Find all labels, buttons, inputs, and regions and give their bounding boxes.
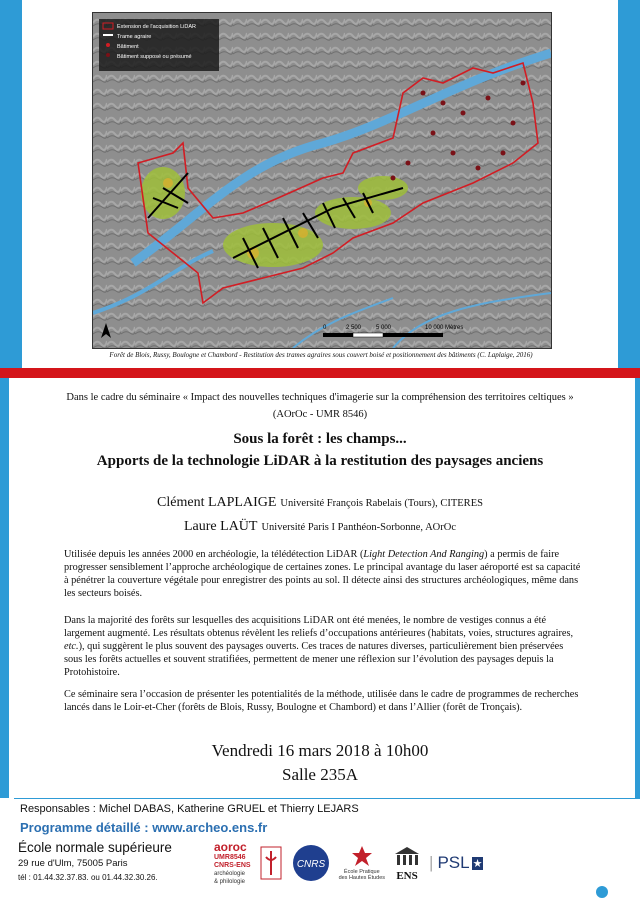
seminar-context: Dans le cadre du séminaire « Impact des nouvelles techniques d'imagerie sur la compréhension des territoires celtiques » — [66, 392, 574, 403]
seminar-lab: (AOrOc - UMR 8546) — [272, 409, 368, 420]
school-name: École normale supérieure — [18, 840, 172, 855]
paragraph-1: Utilisée depuis les années 2000 en archéologie, la télédétection LiDAR (Light Detection And Ranging) a permis de faire progresser sensiblement l’approche archéologique de certaines zones. Le principal avantage du laser aéroporté est sa capacité à pénétrer la couverture végétale pour enregistrer des points au sol. Il détecte ainsi des structures archéologiques, même dans les secteurs boisés. — [64, 549, 581, 599]
map-graphic — [93, 13, 551, 348]
school-address: 29 rue d'Ulm, 75005 Paris — [18, 858, 128, 869]
aoroc-logo: aoroc UMR8546 CNRS-ENS archéologie & philologie — [214, 839, 251, 885]
legend-text: Trame agraire — [117, 34, 152, 40]
right-blue-bar — [618, 0, 640, 368]
svg-text:10 000 Mètres: 10 000 Mètres — [425, 325, 464, 331]
author-affiliation: Université François Rabelais (Tours), CITERES — [280, 498, 483, 509]
authors — [40, 491, 600, 539]
legend-text: Extension de l'acquisition LiDAR — [117, 24, 197, 30]
ens-building-icon — [393, 845, 421, 867]
ephe-logo: École Pratique des Hautes Études — [339, 845, 385, 881]
info-icon[interactable] — [596, 886, 608, 898]
legend-text: Bâtiment — [117, 44, 139, 50]
partner-logos — [214, 839, 483, 885]
psl-star-icon: ★ — [472, 857, 483, 870]
ephe-emblem-icon — [351, 845, 373, 867]
author-affiliation: Université Paris I Panthéon-Sorbonne, AOrOc — [261, 522, 456, 533]
title-line-2: Apports de la technologie LiDAR à la restitution des paysages anciens — [96, 453, 544, 469]
svg-text:2 500: 2 500 — [346, 325, 362, 331]
svg-text:0: 0 — [323, 325, 327, 331]
footer-divider — [14, 798, 640, 799]
left-blue-bar-lower — [0, 378, 9, 798]
programme-link[interactable]: Programme détaillé : www.archeo.ens.fr — [20, 820, 268, 835]
cnrs-logo — [291, 843, 331, 883]
svg-text:CNRS: CNRS — [296, 859, 325, 870]
author-2 — [40, 515, 600, 539]
responsables: Responsables : Michel DABAS, Katherine GRUEL et Thierry LEJARS — [20, 803, 359, 815]
event-date: Vendredi 16 mars 2018 à 10h00 — [211, 741, 429, 760]
psl-logo: | PSL ★ — [429, 853, 483, 872]
red-divider-band — [0, 368, 640, 378]
school-phone: tél : 01.44.32.37.83. ou 01.44.32.30.26. — [18, 873, 158, 882]
legend-text: Bâtiment supposé ou présumé — [117, 54, 192, 60]
author-name: Laure LAÜT — [184, 519, 258, 534]
right-blue-bar-lower — [635, 378, 640, 798]
paragraph-2: Dans la majorité des forêts sur lesquelles des acquisitions LiDAR ont été menées, le nombre de vestiges connus a été largement augmenté. Les résultats obtenus révèlent les reliefs d’occupations antérieures (habitats, voies, structures agraires, etc.), qui suggèrent le plus souvent des paysages ouverts. Ces traces de natures diverses, particulièrement bien préservées sous les forêts actuelles et souvent stratifiées, permettent de mener une réflexion sur l’évolution des paysages depuis la Protohistoire. — [64, 615, 574, 678]
left-blue-bar — [0, 0, 22, 368]
author-1 — [40, 491, 600, 515]
event-room: Salle 235A — [281, 765, 359, 784]
seminar-intro — [40, 389, 600, 423]
event-info — [40, 739, 600, 787]
author-name: Clément LAPLAIGE — [157, 495, 277, 510]
map-caption: Forêt de Blois, Russy, Boulogne et Chambord - Restitution des trames agraires sous couvert boisé et positionnement des bâtiments (C. Laplaige, 2016) — [109, 351, 533, 359]
talk-title — [40, 428, 600, 472]
paragraph-3: Ce séminaire sera l’occasion de présenter les potentialités de la méthode, utilisée dans le cadre de programmes de recherches lancés dans le Loir-et-Cher (forêts de Blois, Russy, Boulogne et Chambord) et dans l’Allier (forêt de Tronçais). — [64, 689, 579, 713]
title-line-1: Sous la forêt : les champs... — [233, 431, 407, 447]
ens-logo: ENS — [393, 845, 421, 882]
aoroc-emblem-icon — [259, 845, 283, 881]
svg-text:5 000: 5 000 — [376, 325, 392, 331]
lidar-map — [92, 12, 552, 349]
